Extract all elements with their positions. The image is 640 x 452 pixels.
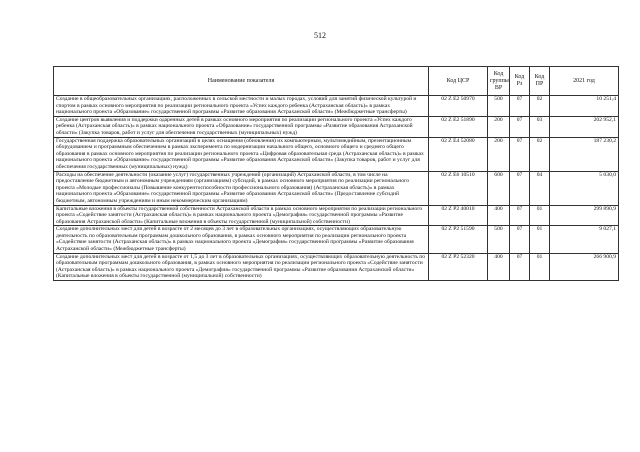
row-vr: 500 xyxy=(488,96,510,117)
header-vr: Код группы ВР xyxy=(488,67,510,96)
row-csr: 02 Z E6 10510 xyxy=(429,171,488,205)
row-pr: 01 xyxy=(530,205,550,226)
row-rz: 07 xyxy=(510,137,530,171)
table-row xyxy=(54,116,619,137)
row-csr: 02 Z P2 52320 xyxy=(429,253,488,280)
row-amount: 9 027,1 xyxy=(550,226,619,253)
row-pr: 04 xyxy=(530,171,550,205)
table-row xyxy=(54,137,619,171)
row-amount: 10 251,4 xyxy=(550,96,619,117)
row-vr: 200 xyxy=(488,116,510,137)
row-rz: 07 xyxy=(510,116,530,137)
table-row xyxy=(54,205,619,226)
row-rz: 07 xyxy=(510,253,530,280)
row-description: Расходы на обеспечение деятельности (оказание услуг) государственных учреждений (организаций) Астраханской области, в том числе на предоставление бюджетным и автономным учреждениям (организациям) субсидий, в рамках основного мероприятия по реализации регионального проекта «Молодые профессионалы (Повышение конкурентоспособности профессионального образования) (Астраханская область)» в рамках национального проекта «Образование» государственной программы «Развитие образования Астраханской области» (Предоставление субсидий бюджетным, автономным учреждениям и иным некоммерческим организациям) xyxy=(54,171,429,205)
row-pr: 01 xyxy=(530,226,550,253)
row-description: Государственная поддержка образовательных организаций в целях оснащения (обновления) их компьютерным, мультимедийным, презентационным оборудованием и программным обеспечением в рамках эксперимента по модернизации начального общего, основного общего и среднего общего образования в рамках основного мероприятия по реализации регионального проекта «Цифровая образовательная среда (Астраханская область)» в рамках национального проекта «Образование» государственной программы «Развитие образования Астраханской области» (Закупка товаров, работ и услуг для обеспечения государственных (муниципальных) нужд) xyxy=(54,137,429,171)
budget-table xyxy=(53,66,619,281)
row-csr: 02 Z E4 52080 xyxy=(429,137,488,171)
header-rz: Код Рз xyxy=(510,67,530,96)
header-pr: Код ПР xyxy=(530,67,550,96)
row-pr: 02 xyxy=(530,137,550,171)
row-pr: 02 xyxy=(530,96,550,117)
row-description: Создание дополнительных мест для детей в возрасте от 1,5 до 3 лет в образовательных организациях, осуществляющих образовательную деятельность по образовательным программам дошкольного образования, в рамках основного мероприятия по реализации регионального проекта «Содействие занятости (Астраханская область)» в рамках национального проекта «Демография» государственной программы «Развитие образования Астраханской области» (Капитальные вложения в объекты государственной (муниципальной) собственности) xyxy=(54,253,429,280)
row-rz: 07 xyxy=(510,171,530,205)
page-number: 512 xyxy=(314,31,326,40)
row-csr: 02 Z P2 51590 xyxy=(429,226,488,253)
table-header-row xyxy=(54,67,619,96)
row-vr: 600 xyxy=(488,171,510,205)
row-rz: 07 xyxy=(510,226,530,253)
row-pr: 01 xyxy=(530,253,550,280)
table-row xyxy=(54,226,619,253)
row-description: Создание в общеобразовательных организациях, расположенных в сельской местности и малых городах, условий для занятий физической культурой и спортом в рамках основного мероприятия по реализации регионального проекта «Успех каждого ребенка (Астраханская область)» в рамках национального проекта «Образование» государственной программы «Развитие образования Астраханской области» (Межбюджетные трансферты) xyxy=(54,96,429,117)
header-csr: Код ЦСР xyxy=(429,67,488,96)
row-csr: 02 Z E2 51890 xyxy=(429,116,488,137)
row-amount: 266 900,9 xyxy=(550,253,619,280)
row-pr: 03 xyxy=(530,116,550,137)
header-year: 2021 год xyxy=(550,67,619,96)
row-vr: 400 xyxy=(488,253,510,280)
row-amount: 202 952,1 xyxy=(550,116,619,137)
row-csr: 02 Z E2 50970 xyxy=(429,96,488,117)
table-row xyxy=(54,253,619,280)
row-vr: 500 xyxy=(488,226,510,253)
row-description: Создание центров выявления и поддержки одаренных детей в рамках основного мероприятия по реализации регионального проекта «Успех каждого ребенка (Астраханская область)» в рамках национального проекта «Образование» государственной программы «Развитие образования Астраханской области» (Закупка товаров, работ и услуг для обеспечения государственных (муниципальных) нужд) xyxy=(54,116,429,137)
table-row xyxy=(54,171,619,205)
row-vr: 200 xyxy=(488,137,510,171)
row-amount: 5 030,0 xyxy=(550,171,619,205)
row-rz: 07 xyxy=(510,96,530,117)
row-amount: 299 890,9 xyxy=(550,205,619,226)
row-description: Капитальные вложения в объекты государственной собственности Астраханской области в рамках основного мероприятия по реализации регионального проекта «Содействие занятости (Астраханская область)» в рамках национального проекта «Демография» государственной программы «Развитие образования Астраханской области» (Капитальные вложения в объекты государственной (муниципальной) собственности) xyxy=(54,205,429,226)
row-amount: 187 230,2 xyxy=(550,137,619,171)
row-rz: 07 xyxy=(510,205,530,226)
header-name: Наименование показателя xyxy=(54,67,429,96)
row-description: Создание дополнительных мест для детей в возрасте от 2 месяцев до 3 лет в образовательных организациях, осуществляющих образовательную деятельность по образовательным программам дошкольного образования, в рамках основного мероприятия по реализации регионального проекта «Содействие занятости (Астраханская область)» в рамках национального проекта «Демография» государственной программы «Развитие образования Астраханской области» (Межбюджетные трансферты) xyxy=(54,226,429,253)
row-csr: 02 Z P2 40010 xyxy=(429,205,488,226)
table-row xyxy=(54,96,619,117)
row-vr: 400 xyxy=(488,205,510,226)
